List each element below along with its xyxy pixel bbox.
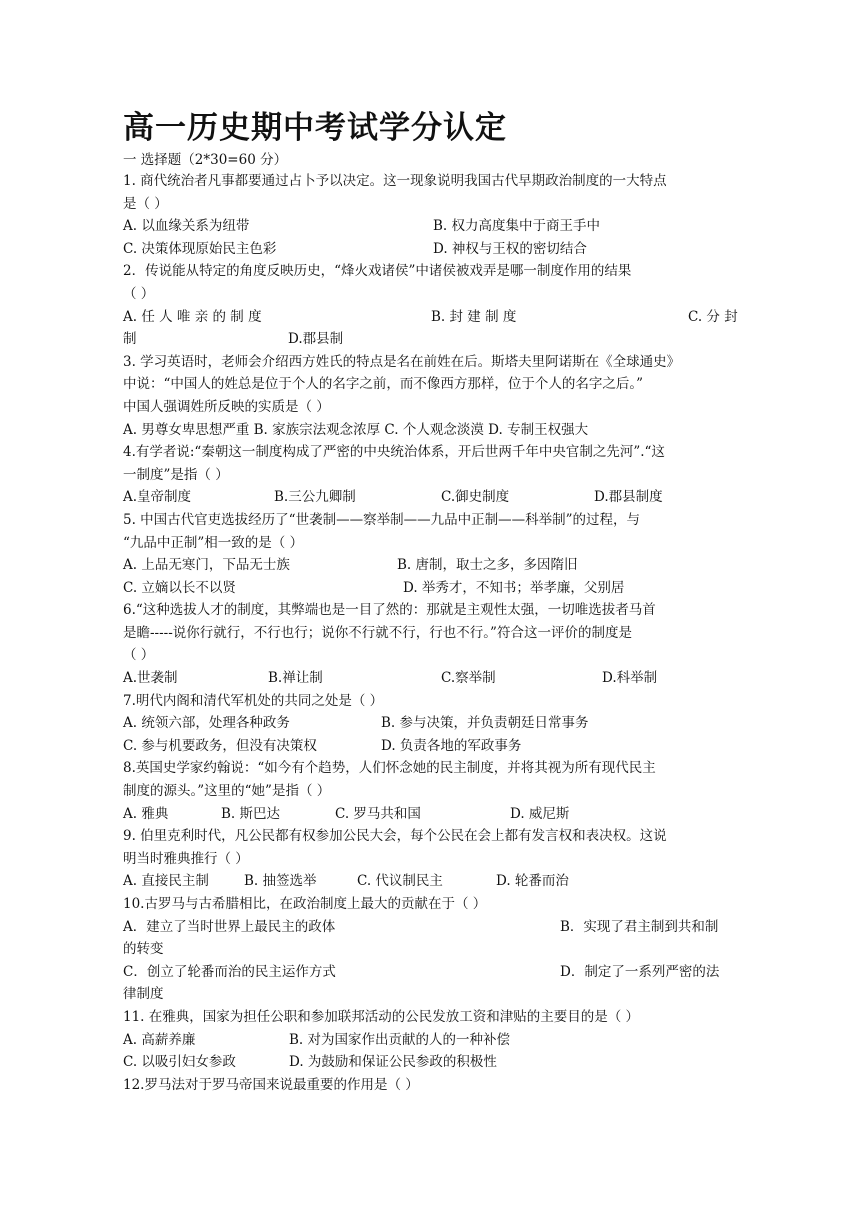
question-7 [123, 690, 740, 758]
option-d: D. 轮番而治 [496, 873, 569, 890]
option-d: D. 举秀才，不知书；举孝廉，父别居 [403, 579, 625, 596]
option-d: D．制定了一系列严密的法 [560, 963, 720, 980]
option-c-continued: 制 [123, 331, 137, 348]
question-1 [123, 170, 740, 260]
option-c: C. 分 封 [688, 308, 738, 325]
option-b: B. 权力高度集中于商王手中 [433, 218, 601, 235]
option-a: A．建立了当时世界上最民主的政体 [123, 918, 336, 935]
question-stem-line: 中说：“中国人的姓总是位于个人的名字之前，而不像西方那样，位于个人的名字之后。” [123, 376, 644, 393]
question-4 [123, 441, 740, 509]
option-row [123, 328, 740, 351]
question-stem-line: “九品中正制”相一致的是（ ） [123, 534, 304, 551]
option-row [123, 712, 740, 735]
option-a: A.皇帝制度 [123, 489, 192, 506]
option-d-continued: 律制度 [123, 986, 164, 1003]
option-a: A. 高薪养廉 [123, 1031, 196, 1048]
option-b: B. 封 建 制 度 [431, 308, 517, 325]
option-row [123, 1029, 740, 1052]
question-stem-line: 7.明代内阁和清代军机处的共同之处是（ ） [123, 692, 384, 709]
question-stem-line: 明当时雅典推行（ ） [123, 850, 249, 867]
option-c: C. 立嫡以长不以贤 [123, 579, 236, 596]
option-c: C. 以吸引妇女参政 [123, 1054, 236, 1071]
option-row: A. 男尊女卑思想严重 B. 家族宗法观念浓厚 C. 个人观念淡漠 D. 专制王权强大 [123, 421, 589, 438]
option-d: D.郡县制 [288, 331, 344, 348]
question-stem-line: 一制度”是指（ ） [123, 466, 229, 483]
question-12 [123, 1074, 740, 1097]
option-row [123, 238, 740, 261]
option-a: A. 以血缘关系为纽带 [123, 218, 250, 235]
option-row [123, 803, 740, 826]
question-10 [123, 893, 740, 1006]
option-d: D. 威尼斯 [510, 805, 570, 822]
option-row [123, 870, 740, 893]
option-a: A. 直接民主制 [123, 873, 209, 890]
question-stem-line: 9. 伯里克利时代，凡公民都有权参加公民大会，每个公民在会上都有发言权和表决权。这说 [123, 828, 667, 845]
option-a: A. 任 人 唯 亲 的 制 度 [123, 308, 262, 325]
section-heading: 一 选择题（2*30=60 分） [123, 152, 288, 168]
option-a: A. 上品无寒门，下品无士族 [123, 557, 290, 574]
question-stem-line: 11. 在雅典，国家为担任公职和参加联邦活动的公民发放工资和津贴的主要目的是（ ） [123, 1008, 640, 1025]
question-stem-line: 6.“这种选拔人才的制度，其弊端也是一目了然的：那就是主观性太强，一切唯选拔者马首 [123, 602, 656, 619]
question-11 [123, 1006, 740, 1074]
exam-page [123, 108, 740, 1096]
option-b: B. 参与决策，并负责朝廷日常事务 [381, 715, 589, 732]
option-row [123, 486, 740, 509]
option-row [123, 1051, 740, 1074]
question-3 [123, 351, 740, 441]
question-stem-line: 1. 商代统治者凡事都要通过占卜予以决定。这一现象说明我国古代早期政治制度的一大特点 [123, 173, 667, 189]
question-stem-line: 2．传说能从特定的角度反映历史，“烽火戏诸侯”中诸侯被戏弄是哪一制度作用的结果 [123, 263, 632, 280]
option-c: C. 罗马共和国 [335, 805, 421, 822]
option-a: A. 雅典 [123, 805, 169, 822]
question-stem-line: 是（ ） [123, 195, 168, 212]
option-row [123, 667, 740, 690]
option-row [123, 554, 740, 577]
option-b: B. 抽签选举 [244, 873, 317, 890]
option-c: C.察举制 [441, 670, 496, 687]
option-row [123, 916, 740, 939]
option-row [123, 735, 740, 758]
question-6 [123, 599, 740, 689]
option-row [123, 215, 740, 238]
option-c: C．创立了轮番而治的民主运作方式 [123, 963, 336, 980]
question-8 [123, 757, 740, 825]
option-b: B.三公九卿制 [274, 489, 356, 506]
question-5 [123, 509, 740, 599]
question-stem-line: 12.罗马法对于罗马帝国来说最重要的作用是（ ） [123, 1076, 419, 1093]
option-c: C. 决策体现原始民主色彩 [123, 240, 277, 257]
question-stem-line: 10.古罗马与古希腊相比，在政治制度上最大的贡献在于（ ） [123, 896, 487, 912]
option-b: B. 对为国家作出贡献的人的一种补偿 [289, 1031, 511, 1048]
question-stem-line: 中国人强调姓所反映的实质是（ ） [123, 398, 330, 415]
question-stem-line: 3. 学习英语时，老师会介绍西方姓氏的特点是名在前姓在后。斯塔夫里阿诺斯在《全球通史》 [123, 353, 681, 370]
option-c: C. 参与机要政务，但没有决策权 [123, 737, 317, 754]
question-9 [123, 825, 740, 893]
option-b-continued: 的转变 [123, 941, 164, 958]
option-d: D. 负责各地的军政事务 [381, 737, 522, 754]
question-stem-line: 5. 中国古代官吏选拔经历了“世袭制——察举制——九品中正制——科举制”的过程，与 [123, 511, 640, 528]
option-c: C. 代议制民主 [357, 873, 443, 890]
option-b: B．实现了君主制到共和制 [560, 918, 719, 935]
option-d: D. 为鼓励和保证公民参政的积极性 [289, 1054, 497, 1071]
question-stem-line: 是瞻-----说你行就行，不行也行；说你不行就不行，行也不行。”符合这一评价的制度是 [123, 624, 632, 641]
question-stem-line: （ ） [123, 285, 155, 302]
option-row [123, 961, 740, 984]
option-d: D.科举制 [602, 670, 658, 687]
page-title: 高一历史期中考试学分认定 [123, 110, 507, 146]
question-stem-line: 制度的源头。”这里的“她”是指（ ） [123, 783, 331, 800]
option-c: C.御史制度 [441, 489, 510, 506]
question-stem-line: 4.有学者说:“秦朝这一制度构成了严密的中央统治体系，开后世两千年中央官制之先河”.“这 [123, 444, 665, 461]
option-a: A. 统领六部，处理各种政务 [123, 715, 290, 732]
option-b: B. 斯巴达 [221, 805, 281, 822]
option-a: A.世袭制 [123, 670, 178, 687]
question-stem-line: 8.英国史学家约翰说：“如今有个趋势，人们怀念她的民主制度，并将其视为所有现代民主 [123, 760, 656, 777]
option-b: B. 唐制，取士之多，多因隋旧 [397, 557, 578, 574]
option-d: D. 神权与王权的密切结合 [433, 240, 587, 257]
option-row [123, 577, 740, 600]
option-row [123, 306, 740, 329]
option-b: B.禅让制 [268, 670, 323, 687]
option-d: D.郡县制度 [594, 489, 663, 506]
question-stem-line: （ ） [123, 647, 155, 664]
question-2 [123, 260, 740, 350]
